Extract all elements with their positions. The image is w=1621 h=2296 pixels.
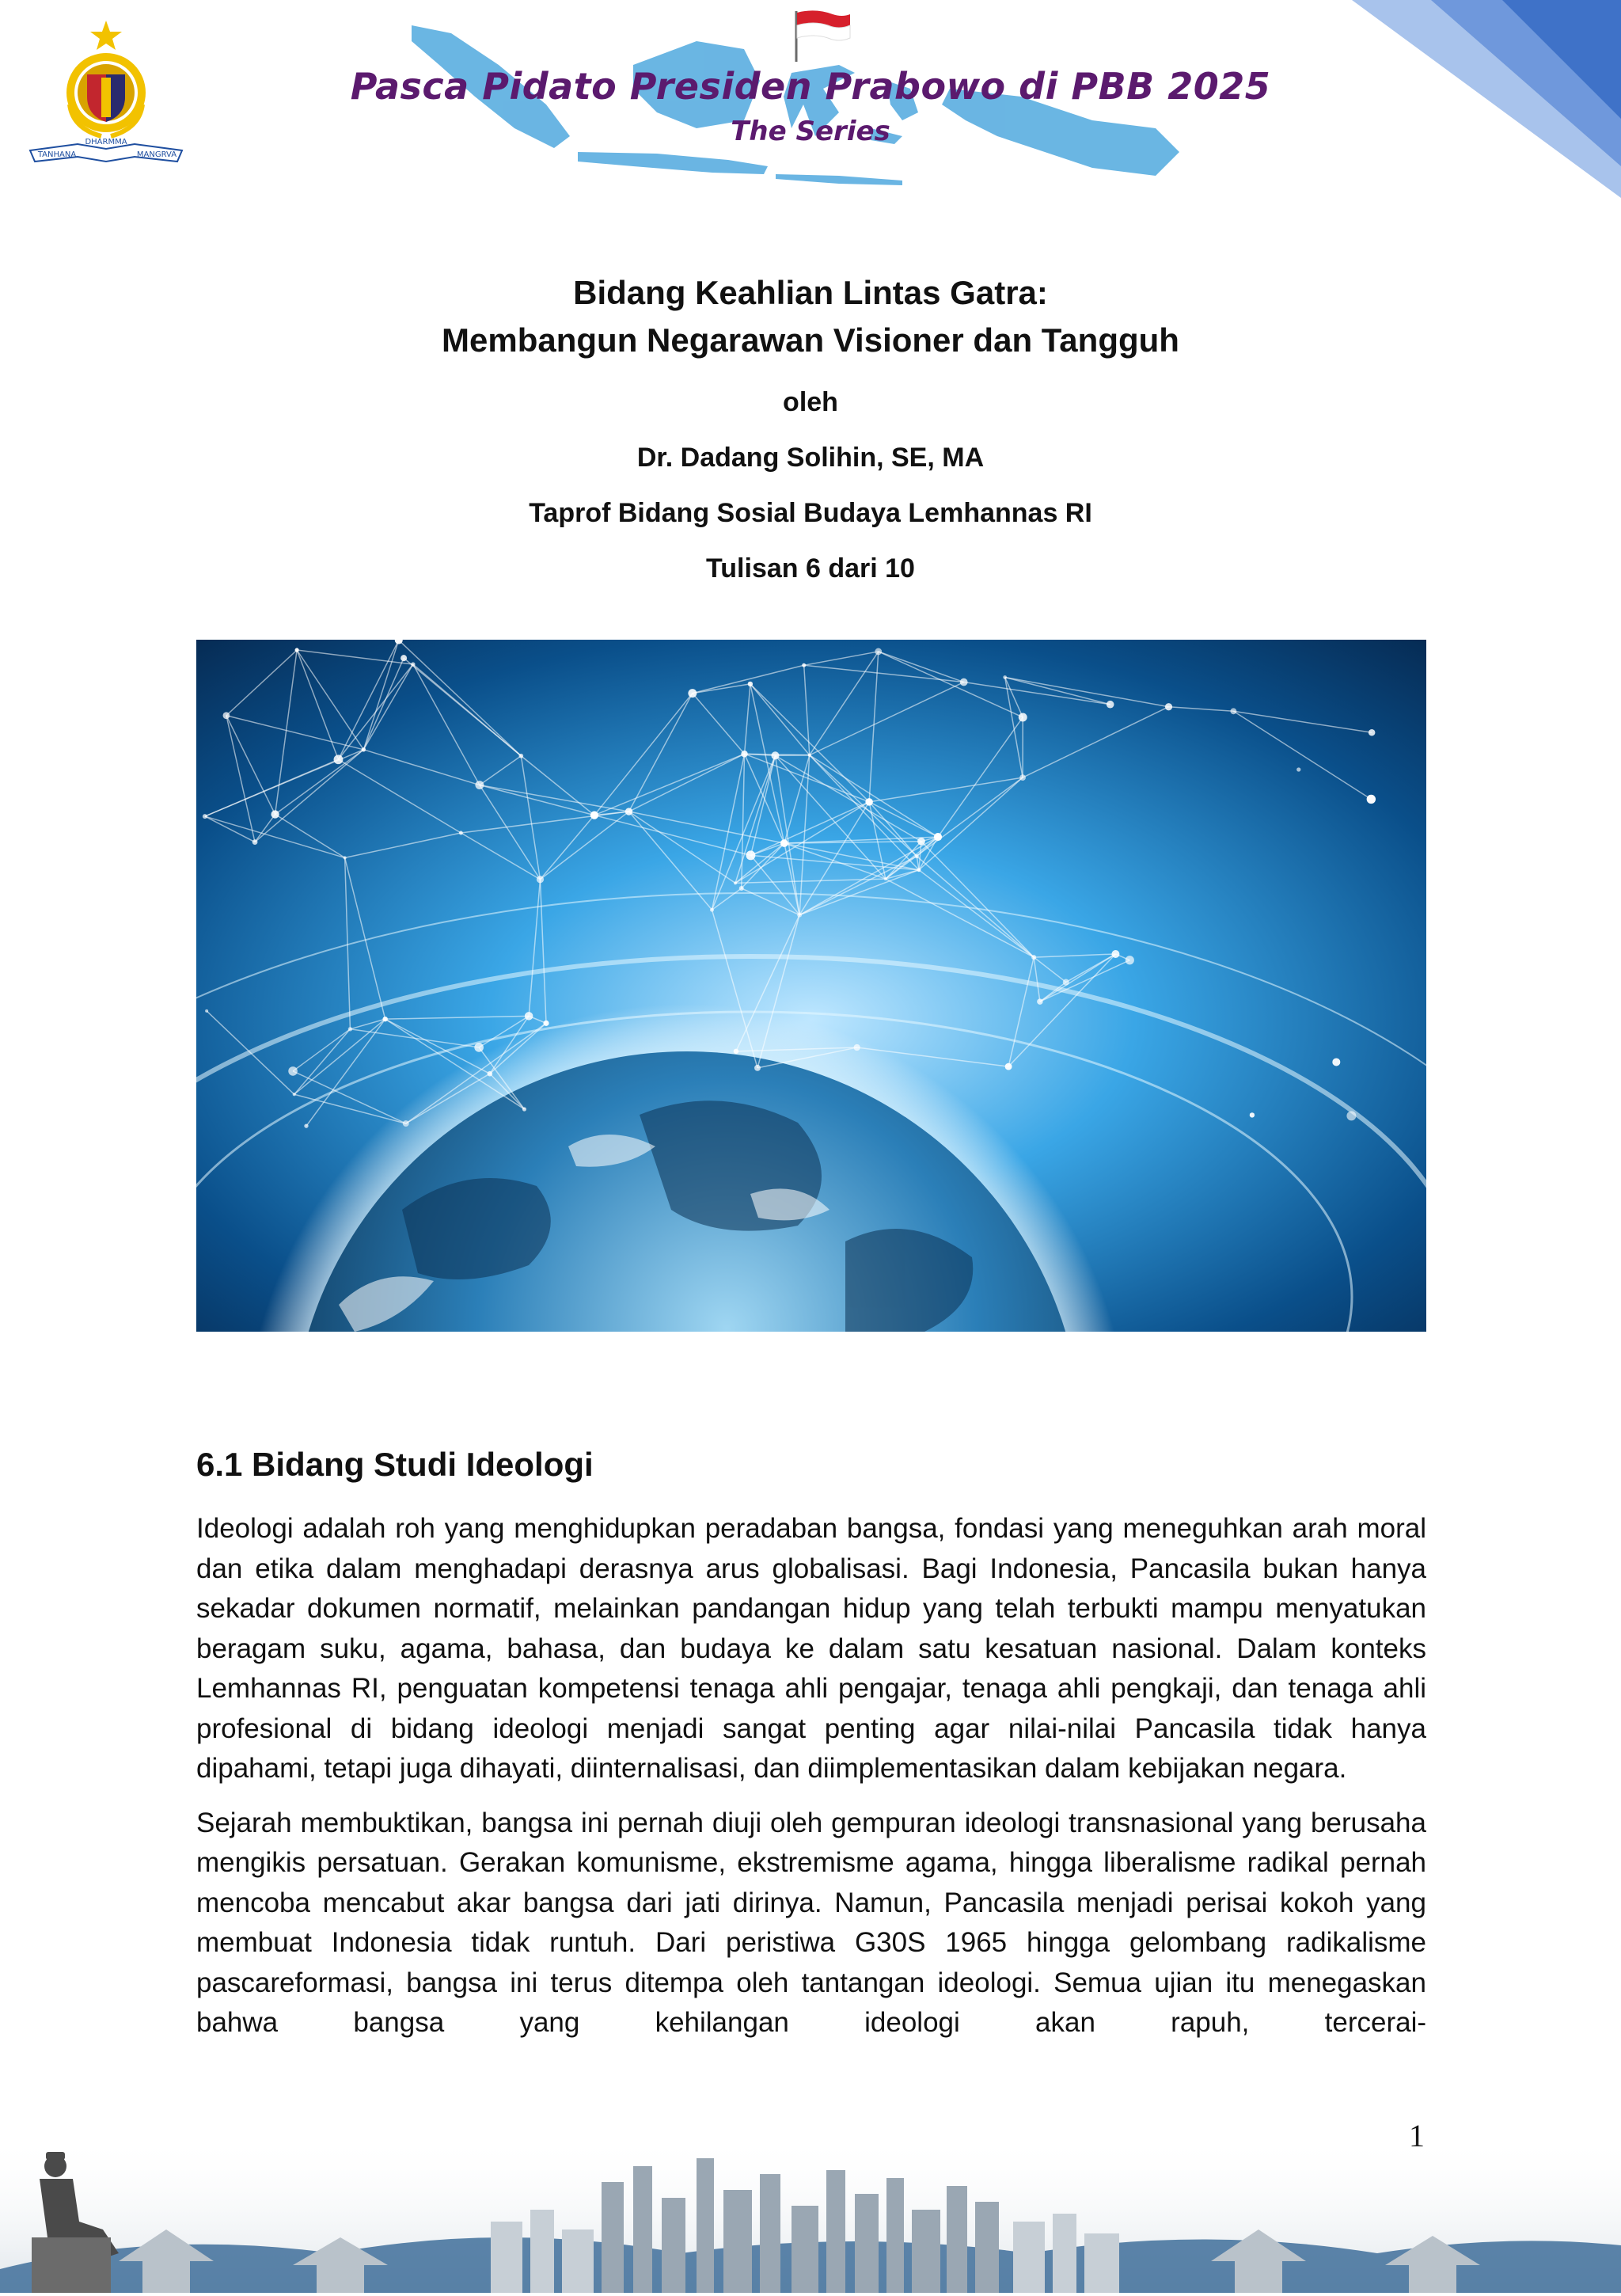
ribbon-right-text: MANGRVA (137, 150, 177, 159)
article-title-line2: Membangun Negarawan Visioner dan Tangguh (0, 317, 1621, 364)
header-subtitle: The Series (0, 116, 1621, 147)
article-by: oleh (0, 383, 1621, 421)
paragraph: Sejarah membuktikan, bangsa ini pernah diuji oleh gempuran ideologi transnasional yang berusaha mengikis persatuan. Gerakan komunisme, ekstremisme agama, hingga liberalisme radikal pernah mencoba mencabut akar bangsa dari jati dirinya. Namun, Pancasila menjadi perisai kokoh yang membuat Indonesia tidak runtuh. Dari peristiwa G30S 1965 hingga gelombang radikalisme pascareformasi, bangsa ini terus ditempa oleh tantangan ideologi. Semua ujian itu menegaskan bahwa bangsa yang kehilangan ideologi akan rapuh, tercerai- (196, 1804, 1426, 2043)
article-author-position: Taprof Bidang Sosial Budaya Lemhannas RI (0, 494, 1621, 532)
ribbon-mid-text: DHARMMA (85, 138, 127, 146)
section-body (196, 1509, 1426, 2058)
article-title-block (0, 269, 1621, 587)
article-title-line1: Bidang Keahlian Lintas Gatra: (0, 269, 1621, 317)
globe-network-illustration (196, 640, 1426, 1332)
article-series-part: Tulisan 6 dari 10 (0, 549, 1621, 587)
header-title: Pasca Pidato Presiden Prabowo di PBB 2025 (0, 65, 1621, 108)
city-skyline-banner (0, 2134, 1621, 2293)
indonesia-flag-icon (792, 8, 855, 63)
article-author: Dr. Dadang Solihin, SE, MA (0, 439, 1621, 477)
ribbon-left-text: TANHANA (37, 150, 76, 159)
paragraph: Ideologi adalah roh yang menghidupkan peradaban bangsa, fondasi yang meneguhkan arah moral dan etika dalam menghadapi derasnya arus globalisasi. Bagi Indonesia, Pancasila bukan hanya sekadar dokumen normatif, melainkan pandangan hidup yang telah terbukti mampu menyatukan beragam suku, agama, bahasa, dan budaya ke dalam satu kesatuan nasional. Dalam konteks Lemhannas RI, penguatan kompetensi tenaga ahli pengajar, tenaga ahli pengkaji, dan tenaga ahli profesional di bidang ideologi menjadi sangat penting agar nilai-nilai Pancasila tidak hanya dipahami, tetapi juga dihayati, diinternalisasi, dan diimplementasikan dalam kebijakan negara. (196, 1509, 1426, 1789)
section-heading: 6.1 Bidang Studi Ideologi (196, 1446, 594, 1484)
